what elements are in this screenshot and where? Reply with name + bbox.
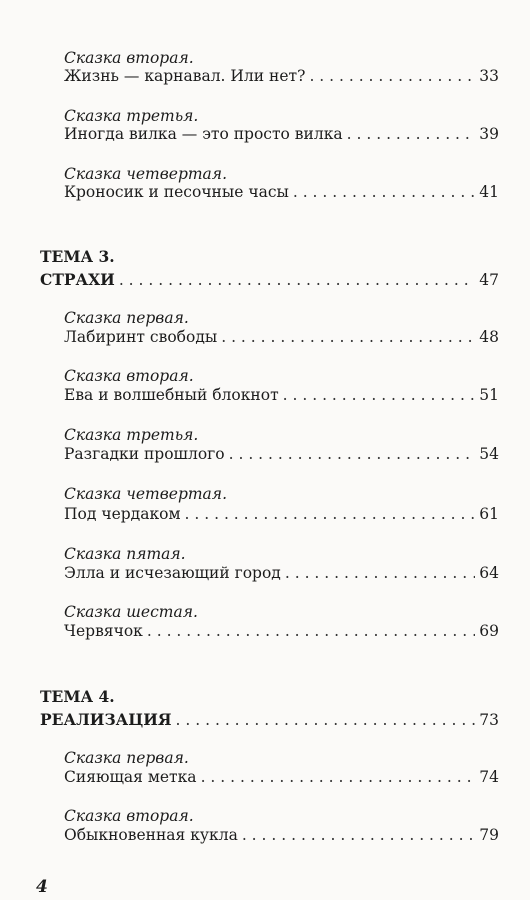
toc-entry[interactable] — [64, 768, 499, 786]
page-number: 61 — [479, 505, 499, 523]
story-subtitle: Сказка четвертая. — [64, 165, 227, 183]
toc-entry[interactable] — [64, 505, 499, 523]
story-subtitle: Сказка шестая. — [64, 603, 198, 621]
page-number: 33 — [479, 67, 499, 85]
story-subtitle: Сказка третья. — [64, 426, 199, 444]
story-title: Лабиринт свободы — [64, 328, 218, 346]
page-folio: 4 — [36, 877, 48, 897]
theme-number: ТЕМА 3. — [40, 247, 115, 266]
story-title: Обыкновенная кукла — [64, 826, 238, 844]
story-subtitle: Сказка четвертая. — [64, 485, 227, 503]
story-title: Под чердаком — [64, 505, 181, 523]
page-number: 64 — [479, 564, 499, 582]
dot-leader — [347, 125, 476, 143]
page-number: 73 — [479, 711, 499, 729]
story-subtitle: Сказка первая. — [64, 309, 189, 327]
story-subtitle: Сказка первая. — [64, 749, 189, 767]
toc-entry[interactable] — [64, 622, 499, 640]
toc-entry[interactable] — [64, 67, 499, 85]
theme-entry[interactable] — [40, 270, 499, 289]
dot-leader — [283, 386, 476, 404]
toc-entry[interactable] — [64, 183, 499, 201]
dot-leader — [176, 711, 476, 729]
dot-leader — [147, 622, 475, 640]
story-subtitle: Сказка вторая. — [64, 367, 194, 385]
story-subtitle: Сказка вторая. — [64, 807, 194, 825]
story-title: Иногда вилка — это просто вилка — [64, 125, 343, 143]
dot-leader — [309, 67, 475, 85]
story-subtitle: Сказка вторая. — [64, 49, 194, 67]
story-subtitle: Сказка пятая. — [64, 545, 186, 563]
dot-leader — [293, 183, 475, 201]
toc-entry[interactable] — [64, 826, 499, 844]
theme-title: СТРАХИ — [40, 270, 115, 289]
page-number: 41 — [479, 183, 499, 201]
story-title: Кроносик и песочные часы — [64, 183, 289, 201]
theme-number: ТЕМА 4. — [40, 687, 115, 706]
toc-entry[interactable] — [64, 564, 499, 582]
story-title: Разгадки прошлого — [64, 445, 225, 463]
dot-leader — [221, 328, 475, 346]
page-number: 69 — [479, 622, 499, 640]
page-number: 79 — [479, 826, 499, 844]
story-title: Червячок — [64, 622, 143, 640]
story-title: Жизнь — карнавал. Или нет? — [64, 67, 306, 85]
dot-leader — [242, 826, 475, 844]
page-number: 48 — [479, 328, 499, 346]
page-number: 39 — [479, 125, 499, 143]
page-number: 47 — [479, 271, 499, 289]
dot-leader — [119, 271, 475, 289]
story-title: Элла и исчезающий город — [64, 564, 281, 582]
dot-leader — [201, 768, 476, 786]
toc-entry[interactable] — [64, 386, 499, 404]
theme-title: РЕАЛИЗАЦИЯ — [40, 710, 172, 729]
dot-leader — [285, 564, 475, 582]
story-subtitle: Сказка третья. — [64, 107, 199, 125]
toc-entry[interactable] — [64, 328, 499, 346]
dot-leader — [229, 445, 476, 463]
story-title: Ева и волшебный блокнот — [64, 386, 279, 404]
toc-entry[interactable] — [64, 445, 499, 463]
story-title: Сияющая метка — [64, 768, 197, 786]
page-number: 74 — [479, 768, 499, 786]
theme-entry[interactable] — [40, 710, 499, 729]
page-number: 54 — [479, 445, 499, 463]
dot-leader — [185, 505, 476, 523]
page-number: 51 — [479, 386, 499, 404]
toc-entry[interactable] — [64, 125, 499, 143]
